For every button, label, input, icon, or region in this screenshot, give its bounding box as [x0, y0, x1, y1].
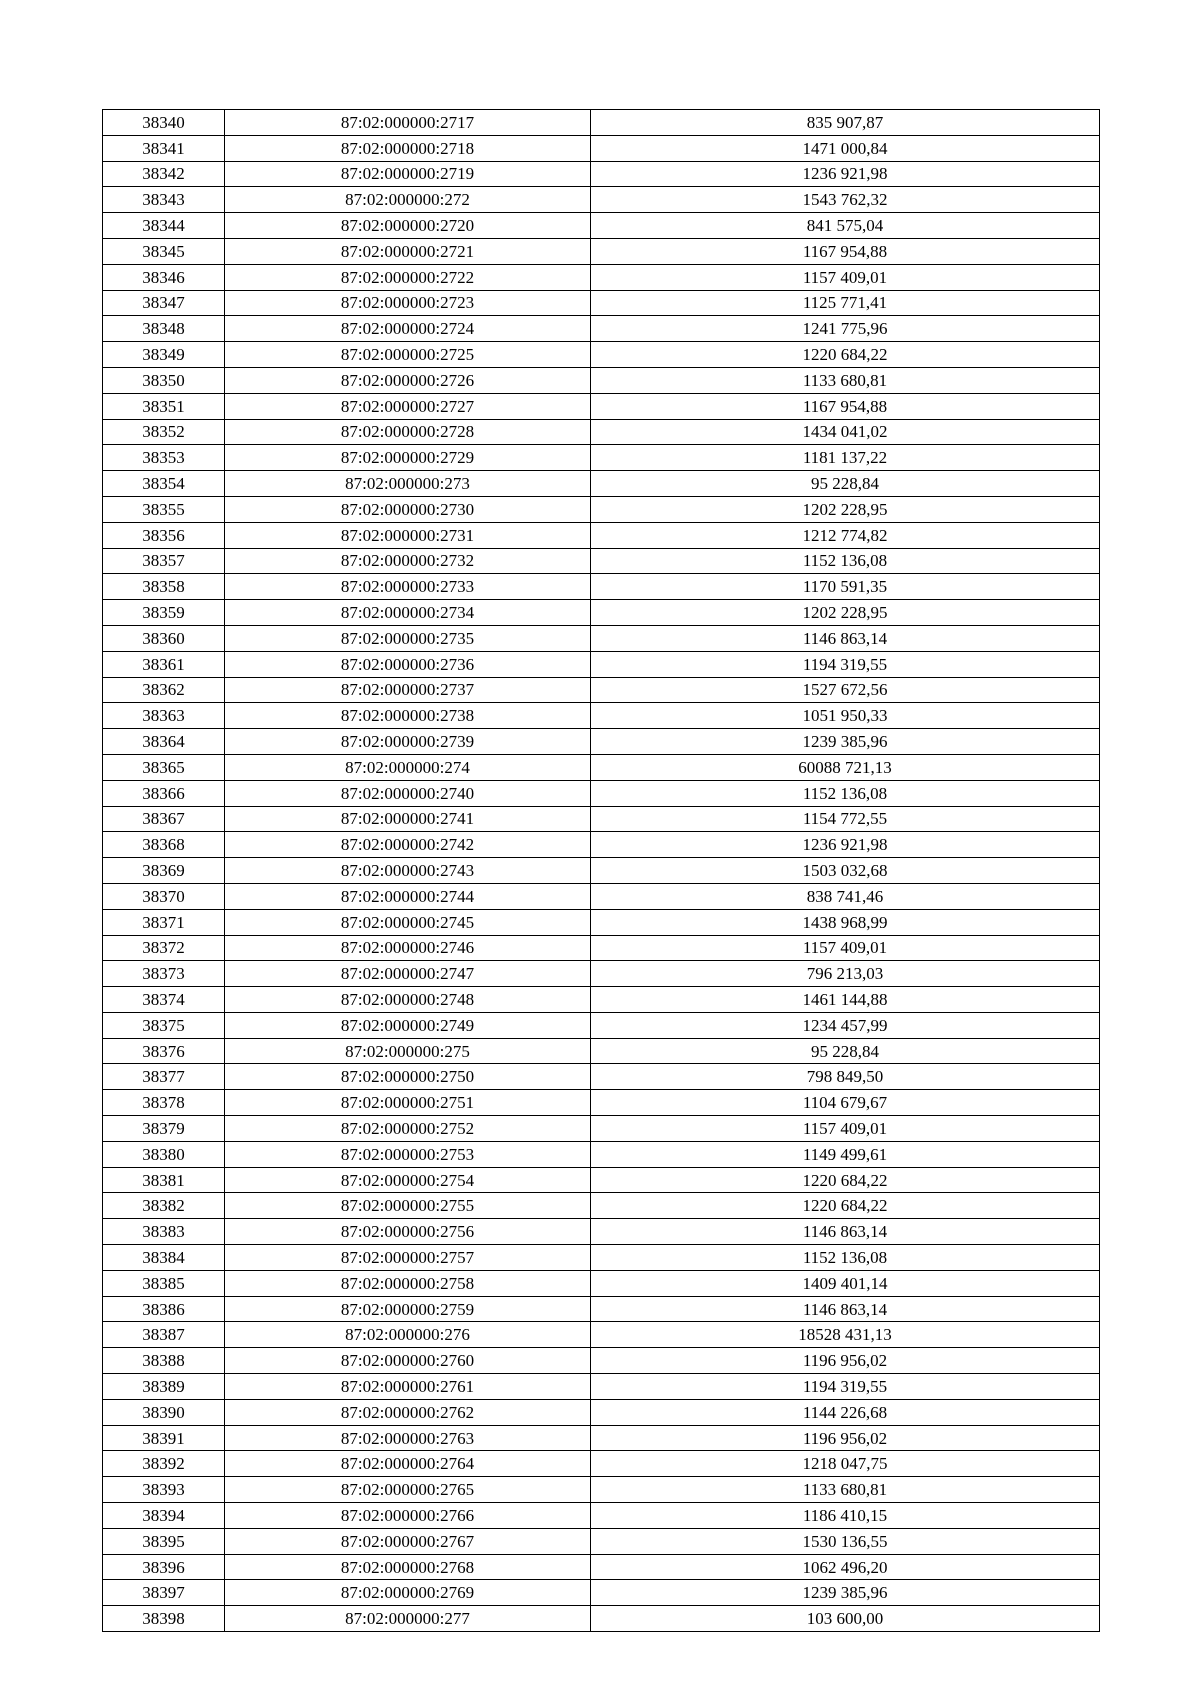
table-row [103, 1141, 1100, 1167]
row-number-cell: 38366 [103, 780, 225, 806]
cadastral-value-cell: 1157 409,01 [591, 935, 1100, 961]
cadastral-number-cell: 87:02:000000:2721 [225, 238, 591, 264]
cadastral-value-cell: 1170 591,35 [591, 574, 1100, 600]
table-row [103, 213, 1100, 239]
table-row [103, 496, 1100, 522]
cadastral-value-cell: 95 228,84 [591, 471, 1100, 497]
row-number-cell: 38378 [103, 1090, 225, 1116]
cadastral-number-cell: 87:02:000000:2729 [225, 445, 591, 471]
table-row [103, 110, 1100, 136]
cadastral-number-cell: 87:02:000000:2755 [225, 1193, 591, 1219]
cadastral-value-cell: 1133 680,81 [591, 1477, 1100, 1503]
cadastral-number-cell: 87:02:000000:2761 [225, 1374, 591, 1400]
table-row [103, 548, 1100, 574]
table-row [103, 574, 1100, 600]
table-row [103, 1348, 1100, 1374]
table-row [103, 1528, 1100, 1554]
table-row [103, 780, 1100, 806]
cadastral-value-cell: 1144 226,68 [591, 1399, 1100, 1425]
cadastral-number-cell: 87:02:000000:2747 [225, 961, 591, 987]
table-row [103, 754, 1100, 780]
row-number-cell: 38354 [103, 471, 225, 497]
cadastral-number-cell: 87:02:000000:2748 [225, 987, 591, 1013]
table-row [103, 625, 1100, 651]
cadastral-number-cell: 87:02:000000:2730 [225, 496, 591, 522]
cadastral-number-cell: 87:02:000000:2728 [225, 419, 591, 445]
row-number-cell: 38353 [103, 445, 225, 471]
row-number-cell: 38384 [103, 1245, 225, 1271]
cadastral-number-cell: 87:02:000000:2765 [225, 1477, 591, 1503]
row-number-cell: 38395 [103, 1528, 225, 1554]
row-number-cell: 38370 [103, 883, 225, 909]
row-number-cell: 38385 [103, 1270, 225, 1296]
cadastral-number-cell: 87:02:000000:2724 [225, 316, 591, 342]
cadastral-number-cell: 87:02:000000:273 [225, 471, 591, 497]
table-row [103, 445, 1100, 471]
row-number-cell: 38358 [103, 574, 225, 600]
table-row [103, 135, 1100, 161]
cadastral-number-cell: 87:02:000000:2763 [225, 1425, 591, 1451]
cadastral-value-cell: 1503 032,68 [591, 858, 1100, 884]
row-number-cell: 38347 [103, 290, 225, 316]
table-row [103, 393, 1100, 419]
cadastral-value-cell: 1157 409,01 [591, 264, 1100, 290]
table-row [103, 1606, 1100, 1632]
cadastral-value-cell: 796 213,03 [591, 961, 1100, 987]
cadastral-number-cell: 87:02:000000:2741 [225, 806, 591, 832]
table-row [103, 316, 1100, 342]
cadastral-value-cell: 835 907,87 [591, 110, 1100, 136]
cadastral-value-cell: 1220 684,22 [591, 342, 1100, 368]
cadastral-number-cell: 87:02:000000:2731 [225, 522, 591, 548]
table-row [103, 1038, 1100, 1064]
cadastral-number-cell: 87:02:000000:2717 [225, 110, 591, 136]
cadastral-value-cell: 1530 136,55 [591, 1528, 1100, 1554]
row-number-cell: 38389 [103, 1374, 225, 1400]
cadastral-value-cell: 1239 385,96 [591, 1580, 1100, 1606]
cadastral-number-cell: 87:02:000000:2749 [225, 1012, 591, 1038]
cadastral-value-cell: 1409 401,14 [591, 1270, 1100, 1296]
table-row [103, 600, 1100, 626]
cadastral-value-cell: 95 228,84 [591, 1038, 1100, 1064]
cadastral-value-cell: 18528 431,13 [591, 1322, 1100, 1348]
table-row [103, 858, 1100, 884]
table-row [103, 806, 1100, 832]
cadastral-value-cell: 1220 684,22 [591, 1193, 1100, 1219]
cadastral-value-cell: 1543 762,32 [591, 187, 1100, 213]
table-row [103, 1270, 1100, 1296]
cadastral-value-cell: 1196 956,02 [591, 1348, 1100, 1374]
table-row [103, 1090, 1100, 1116]
cadastral-number-cell: 87:02:000000:274 [225, 754, 591, 780]
cadastral-number-cell: 87:02:000000:2732 [225, 548, 591, 574]
cadastral-number-cell: 87:02:000000:2751 [225, 1090, 591, 1116]
cadastral-value-cell: 841 575,04 [591, 213, 1100, 239]
cadastral-value-cell: 1125 771,41 [591, 290, 1100, 316]
cadastral-number-cell: 87:02:000000:2756 [225, 1219, 591, 1245]
table-row [103, 1425, 1100, 1451]
cadastral-value-cell: 1236 921,98 [591, 832, 1100, 858]
cadastral-number-cell: 87:02:000000:276 [225, 1322, 591, 1348]
row-number-cell: 38381 [103, 1167, 225, 1193]
cadastral-value-cell: 1438 968,99 [591, 909, 1100, 935]
table-row [103, 1296, 1100, 1322]
cadastral-number-cell: 87:02:000000:2764 [225, 1451, 591, 1477]
row-number-cell: 38382 [103, 1193, 225, 1219]
table-row [103, 729, 1100, 755]
cadastral-number-cell: 87:02:000000:2733 [225, 574, 591, 600]
cadastral-value-cell: 1146 863,14 [591, 625, 1100, 651]
row-number-cell: 38368 [103, 832, 225, 858]
row-number-cell: 38388 [103, 1348, 225, 1374]
row-number-cell: 38380 [103, 1141, 225, 1167]
cadastral-number-cell: 87:02:000000:2758 [225, 1270, 591, 1296]
cadastral-value-cell: 1236 921,98 [591, 161, 1100, 187]
row-number-cell: 38356 [103, 522, 225, 548]
cadastral-number-cell: 87:02:000000:2762 [225, 1399, 591, 1425]
cadastral-number-cell: 87:02:000000:2760 [225, 1348, 591, 1374]
cadastral-value-table [102, 109, 1100, 1632]
row-number-cell: 38351 [103, 393, 225, 419]
cadastral-number-cell: 87:02:000000:2722 [225, 264, 591, 290]
cadastral-number-cell: 87:02:000000:2738 [225, 703, 591, 729]
cadastral-number-cell: 87:02:000000:2725 [225, 342, 591, 368]
row-number-cell: 38367 [103, 806, 225, 832]
row-number-cell: 38379 [103, 1116, 225, 1142]
cadastral-number-cell: 87:02:000000:2718 [225, 135, 591, 161]
cadastral-value-cell: 1196 956,02 [591, 1425, 1100, 1451]
row-number-cell: 38394 [103, 1503, 225, 1529]
table-row [103, 961, 1100, 987]
cadastral-number-cell: 87:02:000000:272 [225, 187, 591, 213]
row-number-cell: 38397 [103, 1580, 225, 1606]
cadastral-number-cell: 87:02:000000:2746 [225, 935, 591, 961]
table-row [103, 1503, 1100, 1529]
cadastral-number-cell: 87:02:000000:2737 [225, 677, 591, 703]
row-number-cell: 38350 [103, 367, 225, 393]
table-body [103, 110, 1100, 1632]
cadastral-value-cell: 1152 136,08 [591, 780, 1100, 806]
table-row [103, 238, 1100, 264]
cadastral-value-cell: 1527 672,56 [591, 677, 1100, 703]
row-number-cell: 38346 [103, 264, 225, 290]
cadastral-value-cell: 1104 679,67 [591, 1090, 1100, 1116]
table-row [103, 832, 1100, 858]
row-number-cell: 38345 [103, 238, 225, 264]
table-row [103, 187, 1100, 213]
cadastral-number-cell: 87:02:000000:2723 [225, 290, 591, 316]
cadastral-number-cell: 87:02:000000:2767 [225, 1528, 591, 1554]
row-number-cell: 38348 [103, 316, 225, 342]
table-row [103, 471, 1100, 497]
cadastral-value-cell: 1202 228,95 [591, 496, 1100, 522]
table-row [103, 1374, 1100, 1400]
table-row [103, 1012, 1100, 1038]
row-number-cell: 38387 [103, 1322, 225, 1348]
cadastral-number-cell: 87:02:000000:2742 [225, 832, 591, 858]
row-number-cell: 38355 [103, 496, 225, 522]
table-row [103, 419, 1100, 445]
cadastral-number-cell: 87:02:000000:2743 [225, 858, 591, 884]
row-number-cell: 38398 [103, 1606, 225, 1632]
cadastral-value-cell: 1218 047,75 [591, 1451, 1100, 1477]
cadastral-value-cell: 1149 499,61 [591, 1141, 1100, 1167]
row-number-cell: 38375 [103, 1012, 225, 1038]
row-number-cell: 38374 [103, 987, 225, 1013]
row-number-cell: 38391 [103, 1425, 225, 1451]
cadastral-value-cell: 60088 721,13 [591, 754, 1100, 780]
table-row [103, 1580, 1100, 1606]
table-row [103, 1116, 1100, 1142]
row-number-cell: 38390 [103, 1399, 225, 1425]
cadastral-number-cell: 87:02:000000:2769 [225, 1580, 591, 1606]
row-number-cell: 38352 [103, 419, 225, 445]
cadastral-number-cell: 87:02:000000:2734 [225, 600, 591, 626]
cadastral-value-cell: 1220 684,22 [591, 1167, 1100, 1193]
table-row [103, 1064, 1100, 1090]
cadastral-number-cell: 87:02:000000:2719 [225, 161, 591, 187]
table-row [103, 987, 1100, 1013]
row-number-cell: 38371 [103, 909, 225, 935]
table-row [103, 909, 1100, 935]
cadastral-value-cell: 1434 041,02 [591, 419, 1100, 445]
table-row [103, 651, 1100, 677]
table-row [103, 703, 1100, 729]
row-number-cell: 38344 [103, 213, 225, 239]
table-row [103, 677, 1100, 703]
cadastral-number-cell: 87:02:000000:2768 [225, 1554, 591, 1580]
cadastral-number-cell: 87:02:000000:2726 [225, 367, 591, 393]
row-number-cell: 38361 [103, 651, 225, 677]
cadastral-value-cell: 1212 774,82 [591, 522, 1100, 548]
cadastral-value-cell: 1241 775,96 [591, 316, 1100, 342]
cadastral-number-cell: 87:02:000000:2736 [225, 651, 591, 677]
cadastral-value-cell: 1239 385,96 [591, 729, 1100, 755]
cadastral-value-cell: 1133 680,81 [591, 367, 1100, 393]
row-number-cell: 38343 [103, 187, 225, 213]
row-number-cell: 38349 [103, 342, 225, 368]
row-number-cell: 38396 [103, 1554, 225, 1580]
row-number-cell: 38377 [103, 1064, 225, 1090]
row-number-cell: 38372 [103, 935, 225, 961]
row-number-cell: 38357 [103, 548, 225, 574]
cadastral-value-cell: 1461 144,88 [591, 987, 1100, 1013]
row-number-cell: 38362 [103, 677, 225, 703]
row-number-cell: 38376 [103, 1038, 225, 1064]
table-row [103, 342, 1100, 368]
table-row [103, 264, 1100, 290]
cadastral-number-cell: 87:02:000000:2744 [225, 883, 591, 909]
cadastral-value-cell: 1186 410,15 [591, 1503, 1100, 1529]
cadastral-value-cell: 1234 457,99 [591, 1012, 1100, 1038]
cadastral-value-cell: 1051 950,33 [591, 703, 1100, 729]
cadastral-number-cell: 87:02:000000:2752 [225, 1116, 591, 1142]
row-number-cell: 38369 [103, 858, 225, 884]
cadastral-number-cell: 87:02:000000:275 [225, 1038, 591, 1064]
table-row [103, 1477, 1100, 1503]
cadastral-value-cell: 1167 954,88 [591, 393, 1100, 419]
row-number-cell: 38365 [103, 754, 225, 780]
table-row [103, 1219, 1100, 1245]
cadastral-value-cell: 1471 000,84 [591, 135, 1100, 161]
table-row [103, 1554, 1100, 1580]
cadastral-number-cell: 87:02:000000:2766 [225, 1503, 591, 1529]
table-row [103, 935, 1100, 961]
cadastral-number-cell: 87:02:000000:2735 [225, 625, 591, 651]
row-number-cell: 38341 [103, 135, 225, 161]
row-number-cell: 38359 [103, 600, 225, 626]
table-row [103, 522, 1100, 548]
table-row [103, 1451, 1100, 1477]
cadastral-number-cell: 87:02:000000:2754 [225, 1167, 591, 1193]
table-row [103, 1399, 1100, 1425]
cadastral-number-cell: 87:02:000000:2759 [225, 1296, 591, 1322]
cadastral-value-cell: 798 849,50 [591, 1064, 1100, 1090]
cadastral-number-cell: 87:02:000000:2753 [225, 1141, 591, 1167]
cadastral-value-cell: 103 600,00 [591, 1606, 1100, 1632]
row-number-cell: 38392 [103, 1451, 225, 1477]
table-row [103, 1193, 1100, 1219]
row-number-cell: 38386 [103, 1296, 225, 1322]
row-number-cell: 38342 [103, 161, 225, 187]
cadastral-value-cell: 838 741,46 [591, 883, 1100, 909]
cadastral-number-cell: 87:02:000000:2757 [225, 1245, 591, 1271]
row-number-cell: 38360 [103, 625, 225, 651]
row-number-cell: 38363 [103, 703, 225, 729]
row-number-cell: 38373 [103, 961, 225, 987]
cadastral-value-cell: 1152 136,08 [591, 548, 1100, 574]
table-row [103, 1167, 1100, 1193]
cadastral-value-cell: 1062 496,20 [591, 1554, 1100, 1580]
cadastral-number-cell: 87:02:000000:2750 [225, 1064, 591, 1090]
cadastral-value-cell: 1146 863,14 [591, 1219, 1100, 1245]
cadastral-value-cell: 1194 319,55 [591, 1374, 1100, 1400]
cadastral-number-cell: 87:02:000000:277 [225, 1606, 591, 1632]
cadastral-value-cell: 1181 137,22 [591, 445, 1100, 471]
table-row [103, 290, 1100, 316]
table-row [103, 1245, 1100, 1271]
cadastral-number-cell: 87:02:000000:2727 [225, 393, 591, 419]
cadastral-number-cell: 87:02:000000:2739 [225, 729, 591, 755]
table-row [103, 367, 1100, 393]
table-row [103, 1322, 1100, 1348]
table-row [103, 883, 1100, 909]
row-number-cell: 38364 [103, 729, 225, 755]
cadastral-value-cell: 1202 228,95 [591, 600, 1100, 626]
cadastral-value-cell: 1157 409,01 [591, 1116, 1100, 1142]
cadastral-value-cell: 1146 863,14 [591, 1296, 1100, 1322]
cadastral-value-cell: 1167 954,88 [591, 238, 1100, 264]
cadastral-value-cell: 1154 772,55 [591, 806, 1100, 832]
row-number-cell: 38393 [103, 1477, 225, 1503]
row-number-cell: 38383 [103, 1219, 225, 1245]
cadastral-number-cell: 87:02:000000:2745 [225, 909, 591, 935]
cadastral-number-cell: 87:02:000000:2720 [225, 213, 591, 239]
cadastral-value-cell: 1194 319,55 [591, 651, 1100, 677]
cadastral-number-cell: 87:02:000000:2740 [225, 780, 591, 806]
row-number-cell: 38340 [103, 110, 225, 136]
cadastral-value-cell: 1152 136,08 [591, 1245, 1100, 1271]
table-row [103, 161, 1100, 187]
